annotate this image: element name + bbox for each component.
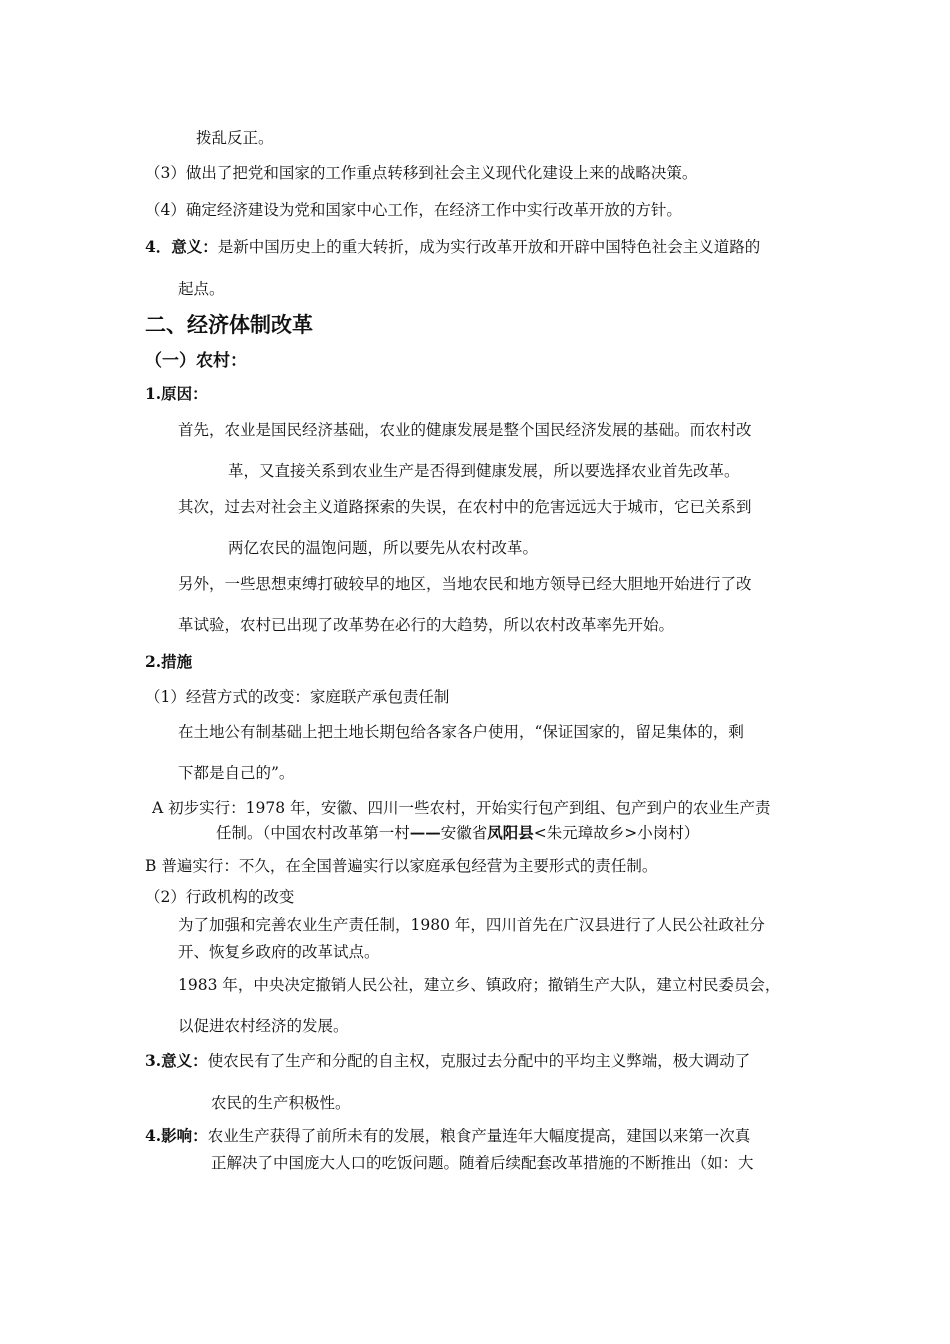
point-text: 使农民有了生产和分配的自主权，克服过去分配中的平均主义弊端，极大调动了 <box>207 1052 751 1070</box>
subsection-heading: （一）农村： <box>145 351 247 371</box>
text-line: 为了加强和完善农业生产责任制，1980 年，四川首先在广汉县进行了人民公社政社分 <box>178 916 765 934</box>
text-line: 下都是自己的”。 <box>178 764 295 782</box>
item-heading: 2.措施 <box>145 652 193 671</box>
text-line: （3）做出了把党和国家的工作重点转移到社会主义现代化建设上来的战略决策。 <box>145 164 698 182</box>
text-line: 首先，农业是国民经济基础，农业的健康发展是整个国民经济发展的基础。而农村改 <box>178 421 752 439</box>
point-label: 4.影响： <box>145 1126 208 1145</box>
text-line: 以促进农村经济的发展。 <box>178 1017 349 1035</box>
text-line: 另外，一些思想束缚打破较早的地区，当地农民和地方领导已经大胆地开始进行了改 <box>178 575 752 593</box>
text-line: 任制。（中国农村改革第一村——安徽省凤阳县<朱元璋故乡>小岗村） <box>216 823 700 842</box>
text-line <box>145 237 760 257</box>
text-line: 1983 年，中央决定撤销人民公社，建立乡、镇政府；撤销生产大队，建立村民委员会， <box>178 976 781 994</box>
text-line: B 普遍实行：不久，在全国普遍实行以家庭承包经营为主要形式的责任制。 <box>145 857 658 875</box>
text-line: 两亿农民的温饱问题，所以要先从农村改革。 <box>228 539 539 557</box>
text-line: （1）经营方式的改变：家庭联产承包责任制 <box>145 688 450 706</box>
bold-term: 凤阳县 <box>487 823 534 842</box>
text-line <box>145 1126 750 1146</box>
dash: —— <box>409 823 441 842</box>
point-text: 是新中国历史上的重大转折，成为实行改革开放和开辟中国特色社会主义道路的 <box>217 238 761 256</box>
point-label: 3.意义： <box>145 1051 208 1070</box>
text-line: （2）行政机构的改变 <box>145 888 295 906</box>
text-line: 农民的生产积极性。 <box>211 1094 351 1112</box>
text-line: 革，又直接关系到农业生产是否得到健康发展，所以要选择农业首先改革。 <box>228 462 740 480</box>
text-line: 起点。 <box>178 280 225 298</box>
text-line: 革试验，农村已出现了改革势在必行的大趋势，所以农村改革率先开始。 <box>178 616 675 634</box>
text-line: 在土地公有制基础上把土地长期包给各家各户使用，“保证国家的，留足集体的，剩 <box>178 723 744 741</box>
item-heading: 1.原因： <box>145 384 208 403</box>
text-line: 拨乱反正。 <box>196 129 274 147</box>
text-line: A 初步实行：1978 年，安徽、四川一些农村，开始实行包产到组、包产到户的农业生产责 <box>152 799 771 817</box>
text-line: 正解决了中国庞大人口的吃饭问题。随着后续配套改革措施的不断推出（如：大 <box>211 1154 754 1172</box>
text-line: 其次，过去对社会主义道路探索的失误，在农村中的危害远远大于城市，它已关系到 <box>178 498 752 516</box>
point-text: 农业生产获得了前所未有的发展，粮食产量连年大幅度提高，建国以来第一次真 <box>207 1127 751 1145</box>
section-heading: 二、经济体制改革 <box>145 312 313 337</box>
point-label: 4．意义： <box>145 237 218 256</box>
text-line <box>145 1051 750 1071</box>
text-line: 开、恢复乡政府的改革试点。 <box>178 943 380 961</box>
text-line: （4）确定经济建设为党和国家中心工作，在经济工作中实行改革开放的方针。 <box>145 201 682 219</box>
